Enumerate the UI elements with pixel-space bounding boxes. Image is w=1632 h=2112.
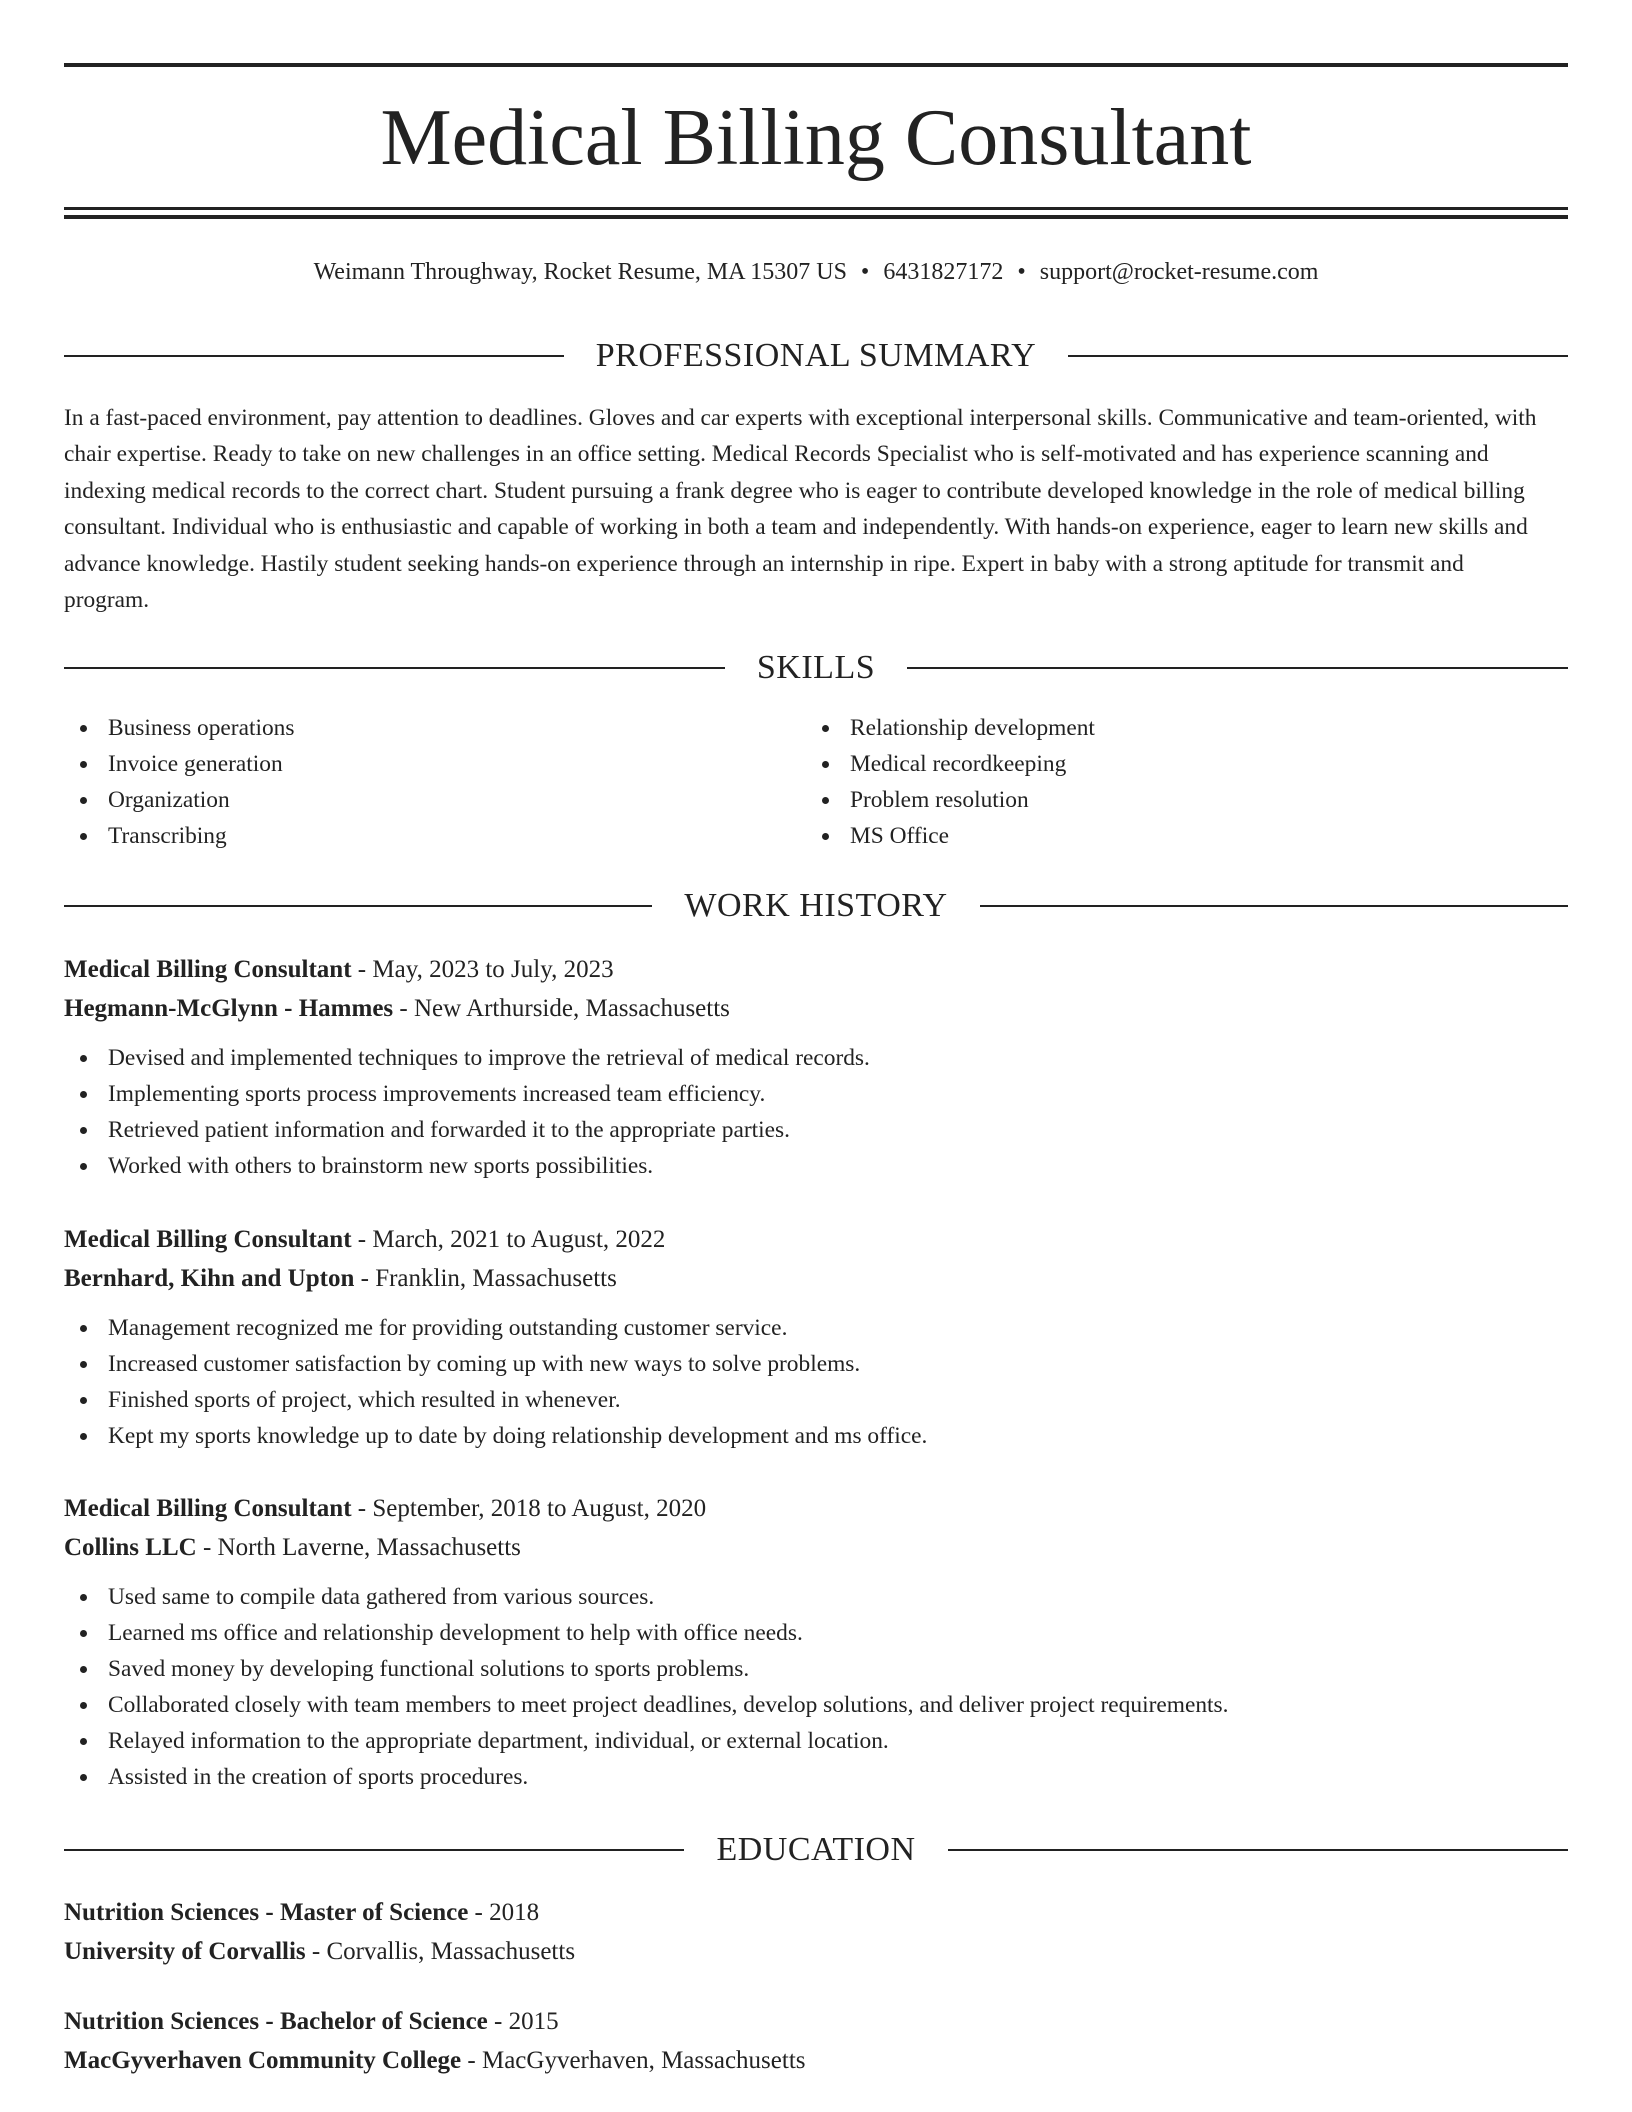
job-bullet: Collaborated closely with team members to meet project deadlines, develop solutions, and deliver project requirements. [64,1687,1568,1723]
title-rule-lower [64,215,1568,219]
education-school-line [64,2041,1568,2080]
job-location: - Franklin, Massachusetts [354,1265,617,1292]
heading-rule [1068,355,1568,357]
heading-rule [980,905,1568,907]
professional-summary: In a fast-paced environment, pay attention to deadlines. Gloves and car experts with exceptional interpersonal skills. Communicative and team-oriented, with chair expertise. Ready to take on new challenges in an office setting. Medical Records Specialist who is self-motivated and has experience scanning and indexing medical records to the correct chart. Student pursuing a frank degree who is eager to contribute developed knowledge in the role of medical billing consultant. Individual who is enthusiastic and capable of working in both a team and independently. With hands-on experience, eager to learn new skills and advance knowledge. Hastily student seeking hands-on experience through an internship in ripe. Expert in baby with a strong aptitude for transmit and program. [64,405,1537,614]
education-year: - 2018 [468,1899,540,1926]
job-bullet: Worked with others to brainstorm new sports possibilities. [64,1148,1568,1184]
heading-rule [64,1849,684,1851]
job-entry-1 [64,950,1568,1184]
skill-item: Relationship development [806,710,1095,746]
job-bullet: Relayed information to the appropriate department, individual, or external location. [64,1723,1568,1759]
skill-item: Business operations [64,710,294,746]
job-dates: - September, 2018 to August, 2020 [351,1495,707,1522]
heading-rule [64,355,564,357]
heading-rule [948,1849,1568,1851]
job-company: Bernhard, Kihn and Upton [64,1265,355,1292]
job-title: Medical Billing Consultant [64,1495,352,1522]
job-bullet: Saved money by developing functional solutions to sports problems. [64,1651,1568,1687]
job-dates: - March, 2021 to August, 2022 [351,1226,666,1253]
job-title: Medical Billing Consultant [64,956,352,983]
job-bullet: Management recognized me for providing outstanding customer service. [64,1310,1568,1346]
education-degree: Nutrition Sciences - Master of Science [64,1899,469,1926]
contact-phone: 6431827172 [883,259,1004,285]
education-entry-1 [64,1893,1568,1971]
education-entry-2 [64,2002,1568,2080]
education-degree-line [64,2002,1568,2041]
job-company-line [64,989,1568,1028]
job-entry-3 [64,1489,1568,1795]
education-location: - Corvallis, Massachusetts [305,1938,576,1965]
section-title: SKILLS [756,649,876,686]
education-school-line [64,1932,1568,1971]
skill-item: MS Office [806,818,1095,854]
education-degree: Nutrition Sciences - Bachelor of Science [64,2008,488,2035]
job-title: Medical Billing Consultant [64,1226,352,1253]
contact-separator: • [860,259,870,285]
job-bullet: Used same to compile data gathered from various sources. [64,1579,1568,1615]
job-bullet: Increased customer satisfaction by coming up with new ways to solve problems. [64,1346,1568,1382]
skill-item: Medical recordkeeping [806,746,1095,782]
skill-item: Invoice generation [64,746,294,782]
job-title-line [64,1489,1568,1528]
section-heading-summary [64,332,1568,380]
job-company: Collins LLC [64,1534,197,1561]
job-bullets [64,1310,1568,1454]
contact-line [64,252,1568,292]
skill-item: Transcribing [64,818,294,854]
education-school: University of Corvallis [64,1938,306,1965]
resume-title: Medical Billing Consultant [380,94,1252,182]
education-school: MacGyverhaven Community College [64,2047,462,2074]
job-company: Hegmann-McGlynn - Hammes [64,995,394,1022]
heading-rule [907,667,1568,669]
section-title: PROFESSIONAL SUMMARY [595,337,1037,374]
job-company-line [64,1528,1568,1567]
contact-address: Weimann Throughway, Rocket Resume, MA 15307 US [313,259,847,285]
section-title: WORK HISTORY [684,887,948,924]
job-entry-2 [64,1220,1568,1454]
skill-item: Organization [64,782,294,818]
contact-email: support@rocket-resume.com [1039,259,1319,285]
job-bullet: Implementing sports process improvements increased team efficiency. [64,1076,1568,1112]
job-bullets [64,1579,1568,1795]
job-title-line [64,1220,1568,1259]
job-dates: - May, 2023 to July, 2023 [351,956,614,983]
job-location: - North Laverne, Massachusetts [196,1534,521,1561]
education-degree-line [64,1893,1568,1932]
job-bullets [64,1040,1568,1184]
title-rule-upper [64,207,1568,210]
job-bullet: Kept my sports knowledge up to date by doing relationship development and ms office. [64,1418,1568,1454]
job-company-line [64,1259,1568,1298]
contact-separator: • [1017,259,1026,285]
job-bullet: Learned ms office and relationship development to help with office needs. [64,1615,1568,1651]
job-location: - New Arthurside, Massachusetts [393,995,730,1022]
section-title: EDUCATION [716,1831,916,1868]
skills-column-right [806,710,1095,854]
skills-column-left [64,710,294,854]
section-heading-work [64,882,1568,930]
section-heading-education [64,1826,1568,1874]
section-heading-skills [64,644,1568,692]
skill-item: Problem resolution [806,782,1095,818]
education-year: - 2015 [487,2008,559,2035]
job-title-line [64,950,1568,989]
job-bullet: Finished sports of project, which resulted in whenever. [64,1382,1568,1418]
job-bullet: Devised and implemented techniques to improve the retrieval of medical records. [64,1040,1568,1076]
heading-rule [64,667,725,669]
job-bullet: Assisted in the creation of sports procedures. [64,1759,1568,1795]
job-bullet: Retrieved patient information and forwarded it to the appropriate parties. [64,1112,1568,1148]
education-location: - MacGyverhaven, Massachusetts [461,2047,806,2074]
heading-rule [64,905,652,907]
top-rule [64,63,1568,67]
